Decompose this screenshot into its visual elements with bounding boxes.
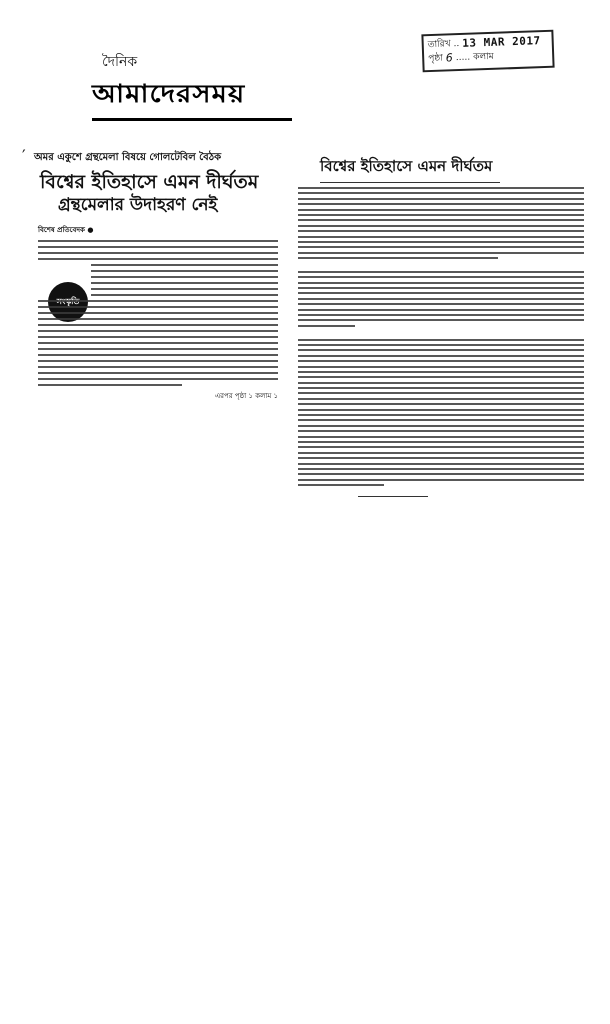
article-headline-line1: বিশ্বের ইতিহাসে এমন দীর্ঘতম bbox=[40, 171, 259, 193]
right-article-title: বিশ্বের ইতিহাসে এমন দীর্ঘতম bbox=[320, 157, 493, 175]
stamp-date-value: 13 MAR 2017 bbox=[462, 34, 541, 50]
article-byline: বিশেষ প্রতিবেদক ● bbox=[38, 226, 94, 234]
sanskriti-logo bbox=[48, 282, 88, 322]
end-rule bbox=[358, 496, 428, 497]
masthead-underline bbox=[92, 118, 292, 121]
right-article bbox=[298, 155, 588, 497]
stamp-column-label: কলাম bbox=[472, 51, 494, 63]
masthead-small: দৈনিক bbox=[102, 54, 138, 70]
kicker-mark-icon: ′ bbox=[22, 146, 26, 165]
stamp-page-label: পৃষ্ঠা bbox=[428, 53, 444, 65]
article-kicker: অমর একুশে গ্রন্থমেলা বিষয়ে গোলটেবিল বৈঠক bbox=[34, 152, 222, 163]
right-article-body bbox=[298, 187, 584, 497]
date-stamp: তারিখ .. 13 MAR 2017 পৃষ্ঠা 6 ..... কলাম bbox=[421, 30, 554, 73]
title-rule bbox=[320, 182, 500, 183]
stamp-page-value: 6 bbox=[445, 51, 454, 65]
left-article bbox=[22, 146, 278, 402]
stamp-date-label: তারিখ bbox=[427, 39, 451, 51]
left-article-body bbox=[38, 240, 278, 402]
newspaper-masthead bbox=[92, 50, 302, 121]
continued-label: এরপর পৃষ্ঠা ১ কলাম ১ bbox=[214, 392, 278, 400]
masthead-title: আমাদেরসময় bbox=[92, 79, 246, 108]
article-headline-line2: গ্রন্থমেলার উদাহরণ নেই bbox=[58, 195, 218, 215]
